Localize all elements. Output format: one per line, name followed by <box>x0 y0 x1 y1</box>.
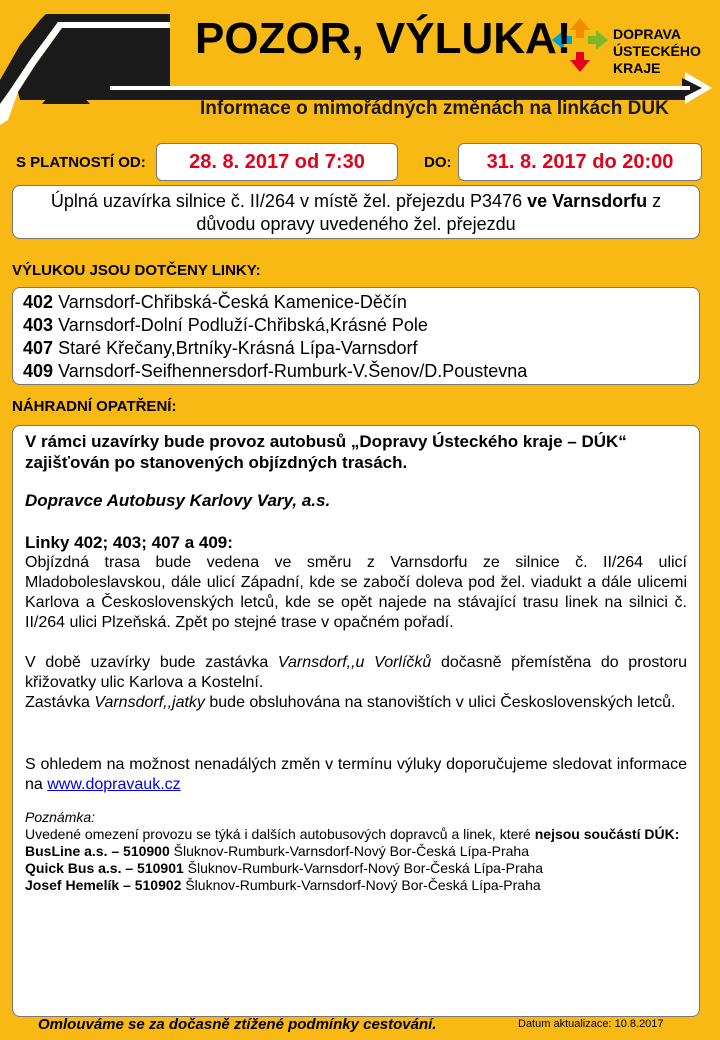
stop-text: Zastávka <box>25 694 95 711</box>
stop-name: Varnsdorf,,jatky <box>94 694 205 711</box>
closure-location: ve Varnsdorfu <box>527 191 648 211</box>
carrier-id: BusLine a.s. – 510900 <box>25 843 170 859</box>
replacement-box <box>12 425 700 1017</box>
other-carrier <box>25 860 687 877</box>
detour-description: Objízdná trasa bude vedena ve směru z Varnsdorfu ze silnice č. II/264 ulicí Mladoboleslavskou, dále ulicí Západní, kde se zabočí doleva pod žel. viadukt a dále ulicemi Karlova a Československých letců, kde se opět najede na stávající trasu linek na silnici č. II/264 ulici Plzeňská. Zpět po stejné trase v opačném pořadí. <box>25 554 687 631</box>
list-item <box>23 314 689 337</box>
list-item <box>23 337 689 360</box>
apology-text: Omlouváme se za dočasně ztížené podmínky cestování. <box>38 1016 437 1033</box>
line-number: 407 <box>23 338 54 358</box>
stop-relocation <box>25 653 687 693</box>
carrier-route: Šluknov-Rumburk-Varnsdorf-Nový Bor-Česká Lípa-Praha <box>183 860 543 876</box>
website-link[interactable]: www.dopravauk.cz <box>47 776 181 793</box>
follow-info <box>25 755 687 795</box>
line-number: 409 <box>23 361 54 381</box>
org-name <box>613 26 701 77</box>
stop-text: dočasně přemístěna do prostoru křižovatky ulic Karlova a Kostelní. <box>25 654 688 691</box>
note-emphasis: nejsou součástí DÚK: <box>534 826 680 842</box>
carrier-id: Quick Bus a.s. – 510901 <box>25 860 184 876</box>
note-label: Poznámka: <box>25 809 96 825</box>
line-route: Varnsdorf-Seifhennersdorf-Rumburk-V.Šenov/D.Poustevna <box>58 361 528 381</box>
affected-lines-list <box>12 287 700 385</box>
follow-text: S ohledem na možnost nenadálých změn v termínu výluky doporučujeme sledovat informace na <box>25 756 687 793</box>
note-text <box>25 826 687 843</box>
replacement-heading: NÁHRADNÍ OPATŘENÍ: <box>12 398 177 415</box>
line-route: Staré Křečany,Brtníky-Krásná Lípa-Varnsdorf <box>58 338 418 358</box>
stop-service <box>25 693 687 713</box>
affected-lines-heading: VÝLUKOU JSOU DOTČENY LINKY: <box>12 262 261 279</box>
list-item <box>23 291 689 314</box>
org-line: DOPRAVA <box>613 26 681 42</box>
org-line: ÚSTECKÉHO <box>613 43 701 59</box>
carrier-route: Šluknov-Rumburk-Varnsdorf-Nový Bor-Česká Lípa-Praha <box>169 843 529 859</box>
org-line: KRAJE <box>613 60 661 76</box>
line-route: Varnsdorf-Chřibská-Česká Kamenice-Děčín <box>58 292 407 312</box>
carrier-route: Šluknov-Rumburk-Varnsdorf-Nový Bor-Česká Lípa-Praha <box>181 877 541 893</box>
valid-to-value: 31. 8. 2017 do 20:00 <box>458 143 702 181</box>
stop-text: V době uzavírky bude zastávka <box>25 654 278 671</box>
stop-text: bude obsluhována na stanovištích v ulici Československých letců. <box>204 694 676 711</box>
update-date: Datum aktualizace: 10.8.2017 <box>518 1018 664 1030</box>
lines-heading: Linky 402; 403; 407 a 409: <box>25 533 233 552</box>
page-title: POZOR, VÝLUKA! <box>195 14 572 63</box>
replacement-intro: V rámci uzavírky bude provoz autobusů „Dopravy Ústeckého kraje – DÚK“ zajišťován po stanovených objízdných trasách. <box>25 432 627 472</box>
other-carrier <box>25 843 687 860</box>
carrier-id: Josef Hemelík – 510902 <box>25 877 182 893</box>
carrier-name: Dopravce Autobusy Karlovy Vary, a.s. <box>25 491 331 510</box>
valid-from-label: S PLATNOSTÍ OD: <box>16 154 146 171</box>
line-route: Varnsdorf-Dolní Podluží-Chřibská,Krásné Pole <box>58 315 428 335</box>
stop-name: Varnsdorf,,u Vorlíčků <box>277 654 432 671</box>
line-number: 403 <box>23 315 54 335</box>
note-body: Uvedené omezení provozu se týká i dalších autobusových dopravců a linek, které <box>25 826 535 842</box>
closure-text: Úplná uzavírka silnice č. II/264 v místě žel. přejezdu P3476 <box>50 191 528 211</box>
other-carrier <box>25 877 687 894</box>
closure-reason: z důvodu opravy uvedeného žel. přejezdu <box>196 191 662 234</box>
list-item <box>23 360 689 383</box>
page-subtitle: Informace o mimořádných změnách na linkách DÚK <box>200 98 669 119</box>
closure-description <box>12 185 700 239</box>
line-number: 402 <box>23 292 54 312</box>
valid-to-label: DO: <box>424 154 452 171</box>
valid-from-value: 28. 8. 2017 od 7:30 <box>156 143 398 181</box>
